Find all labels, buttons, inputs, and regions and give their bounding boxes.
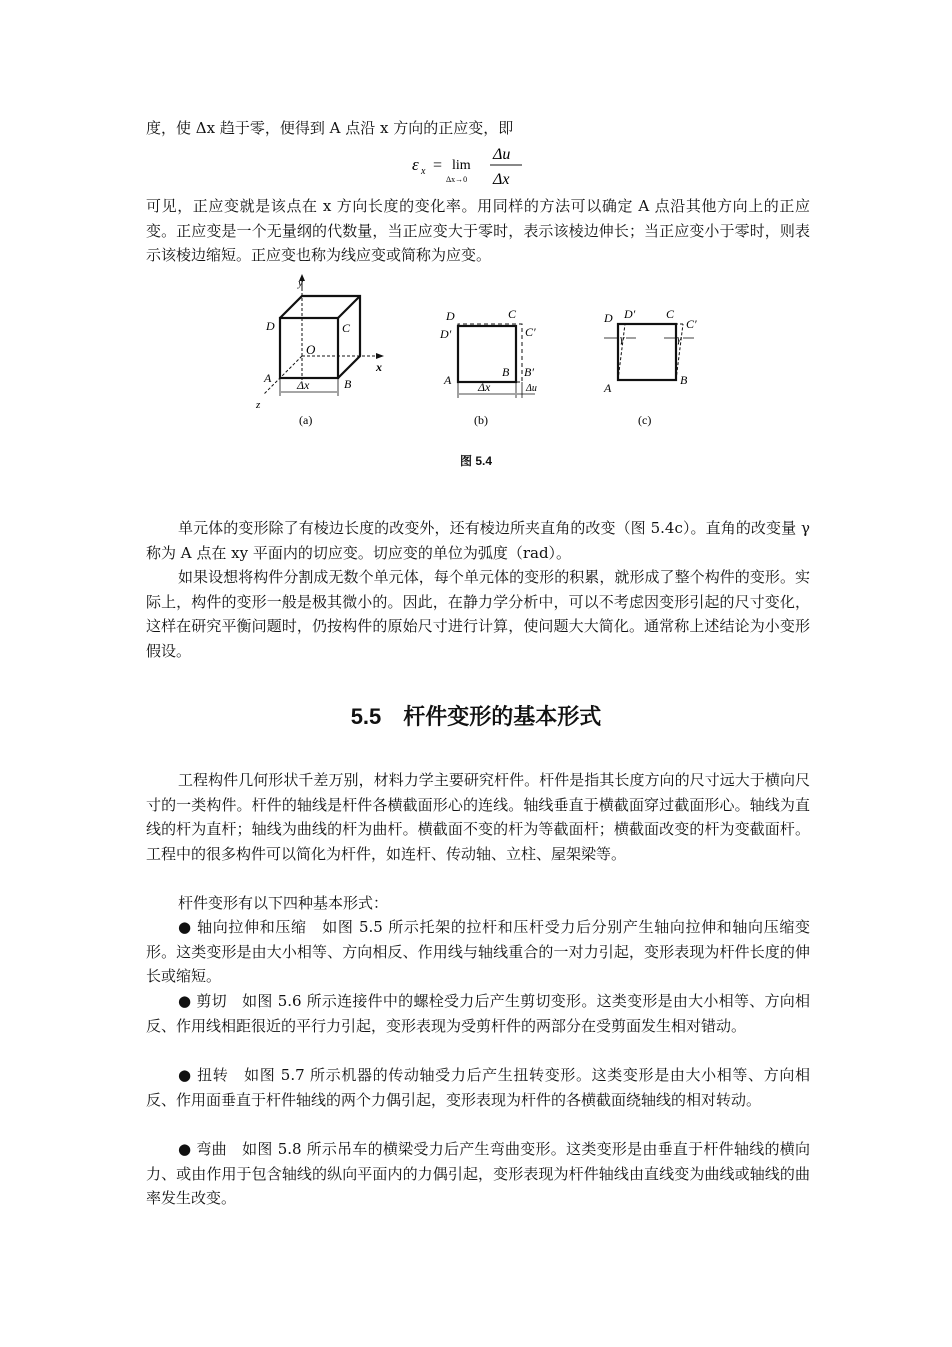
eq-equals: = — [433, 157, 443, 174]
b-deformed-outline — [458, 324, 522, 382]
label-a-dx: Δx — [297, 378, 310, 392]
label-c-Dp: D′ — [624, 307, 636, 321]
figure-b-elongation — [458, 324, 535, 398]
bullet-shear: ● 剪切 如图 5.6 所示连接件中的螺栓受力后产生剪切变形。这类变形是由大小相等、方向相反、作用线相距很近的平行力引起，变形表现为受剪杆件的两部分在受剪面发生相对错动。 — [146, 992, 810, 1035]
paragraph-intro: 度，使 Δx 趋于零，便得到 A 点沿 x 方向的正应变，即 — [146, 119, 514, 137]
cube-edge-dc — [338, 296, 360, 318]
eq-epsilon: ε — [412, 155, 419, 174]
bullet-bending: ● 弯曲 如图 5.8 所示吊车的横梁受力后产生弯曲变形。这类变形是由垂直于杆件轴线的横向力、或由作用于包含轴线的纵向平面内的力偶引起，变形表现为杆件轴线由直线变为曲线或轴线的曲率发生改变。 — [146, 1140, 810, 1207]
label-c-A: A — [604, 381, 612, 395]
eq-epsilon-sub: x — [421, 166, 426, 177]
c-original-square — [618, 324, 676, 380]
paragraph-members: 工程构件几何形状千差万别，材料力学主要研究杆件。杆件是指其长度方向的尺寸远大于横向尺寸的一类构件。杆件的轴线是杆件各横截面形心的连线。轴线垂直于横截面穿过截面形心。轴线为直线的杆为直杆；轴线为曲线的杆为曲杆。横截面不变的杆为等截面杆；横截面改变的杆为变截面杆。工程中的很多构件可以简化为杆件，如连杆、传动轴、立柱、屋架梁等。 — [146, 771, 810, 863]
section-heading — [0, 700, 952, 731]
eq-numerator: Δu — [493, 146, 511, 163]
label-c-B: B — [680, 373, 688, 387]
section-number: 5.5 — [350, 704, 382, 729]
paragraph-four-forms: 杆件变形有以下四种基本形式： — [178, 894, 389, 912]
label-a-A: A — [264, 371, 272, 385]
label-b-D: D — [446, 309, 455, 323]
bullet-torsion: ● 扭转 如图 5.7 所示机器的传动轴受力后产生扭转变形。这类变形是由大小相等、方向相反、作用面垂直于杆件轴线的两个力偶引起，变形表现为杆件的各横截面绕轴线的相对转动。 — [146, 1066, 810, 1109]
sublabel-b: (b) — [474, 413, 488, 427]
paragraph-small-deformation: 如果设想将构件分割成无数个单元体，每个单元体的变形的积累，就形成了整个构件的变形。实际上，构件的变形一般是极其微小的。因此，在静力学分析中，可以不考虑因变形引起的尺寸变化，这样在研究平衡问题时，仍按构件的原始尺寸进行计算，使问题大大简化。通常称上述结论为小变形假设。 — [146, 568, 810, 660]
eq-denominator: Δx — [493, 171, 510, 188]
eq-lim: lim — [452, 158, 471, 173]
label-b-du: Δu — [526, 383, 537, 394]
label-c-Cp: C′ — [686, 317, 697, 331]
label-c-D: D — [604, 311, 613, 325]
x-axis-arrow — [376, 353, 384, 359]
label-c-C: C — [666, 307, 675, 321]
label-a-C: C — [342, 321, 351, 335]
paragraph-shear-strain: 单元体的变形除了有棱边长度的改变外，还有棱边所夹直角的改变（图 5.4c）。直角的改变量 γ 称为 A 点在 xy 平面内的切应变。切应变的单位为弧度（rad）。 — [146, 519, 810, 562]
label-a-x: x — [376, 360, 382, 374]
label-b-Cp: C′ — [525, 325, 536, 339]
figure-a-cube — [264, 274, 384, 396]
label-a-D: D — [266, 319, 275, 333]
label-b-B: B — [502, 365, 510, 379]
sublabel-c: (c) — [638, 413, 652, 427]
bullet-tension-compression: ● 轴向拉伸和压缩 如图 5.5 所示托架的拉杆和压杆受力后分别产生轴向拉伸和轴向压缩变形。这类变形是由大小相等、方向相反、作用线与轴线重合的一对力引起，变形表现为杆件长度的伸长或缩短。 — [146, 918, 810, 985]
section-title: 杆件变形的基本形式 — [403, 704, 602, 729]
paragraph-normal-strain: 可见，正应变就是该点在 x 方向长度的变化率。用同样的方法可以确定 A 点沿其他方向上的正应变。正应变是一个无量纲的代数量，当正应变大于零时，表示该棱边伸长；当正应变小于零时，则表示该棱边缩短。正应变也称为线应变或简称为应变。 — [146, 197, 810, 264]
eq-lim-sub: Δx→0 — [446, 175, 468, 184]
label-b-A: A — [444, 373, 452, 387]
strain-equation — [400, 142, 560, 192]
figure-caption: 图 5.4 — [459, 454, 493, 468]
figure-5-4 — [240, 268, 720, 432]
label-b-C: C — [508, 307, 517, 321]
label-a-z: z — [256, 399, 261, 411]
label-c-gamma-left: γ — [620, 333, 625, 345]
label-a-y: y — [298, 277, 303, 289]
label-b-Dp: D′ — [440, 327, 452, 341]
label-c-gamma-right: γ — [677, 333, 682, 345]
sublabel-a: (a) — [299, 413, 313, 427]
label-a-B: B — [344, 377, 352, 391]
label-b-Bp: B′ — [524, 365, 534, 379]
label-a-O: O — [306, 342, 316, 357]
label-b-dx: Δx — [478, 380, 491, 394]
